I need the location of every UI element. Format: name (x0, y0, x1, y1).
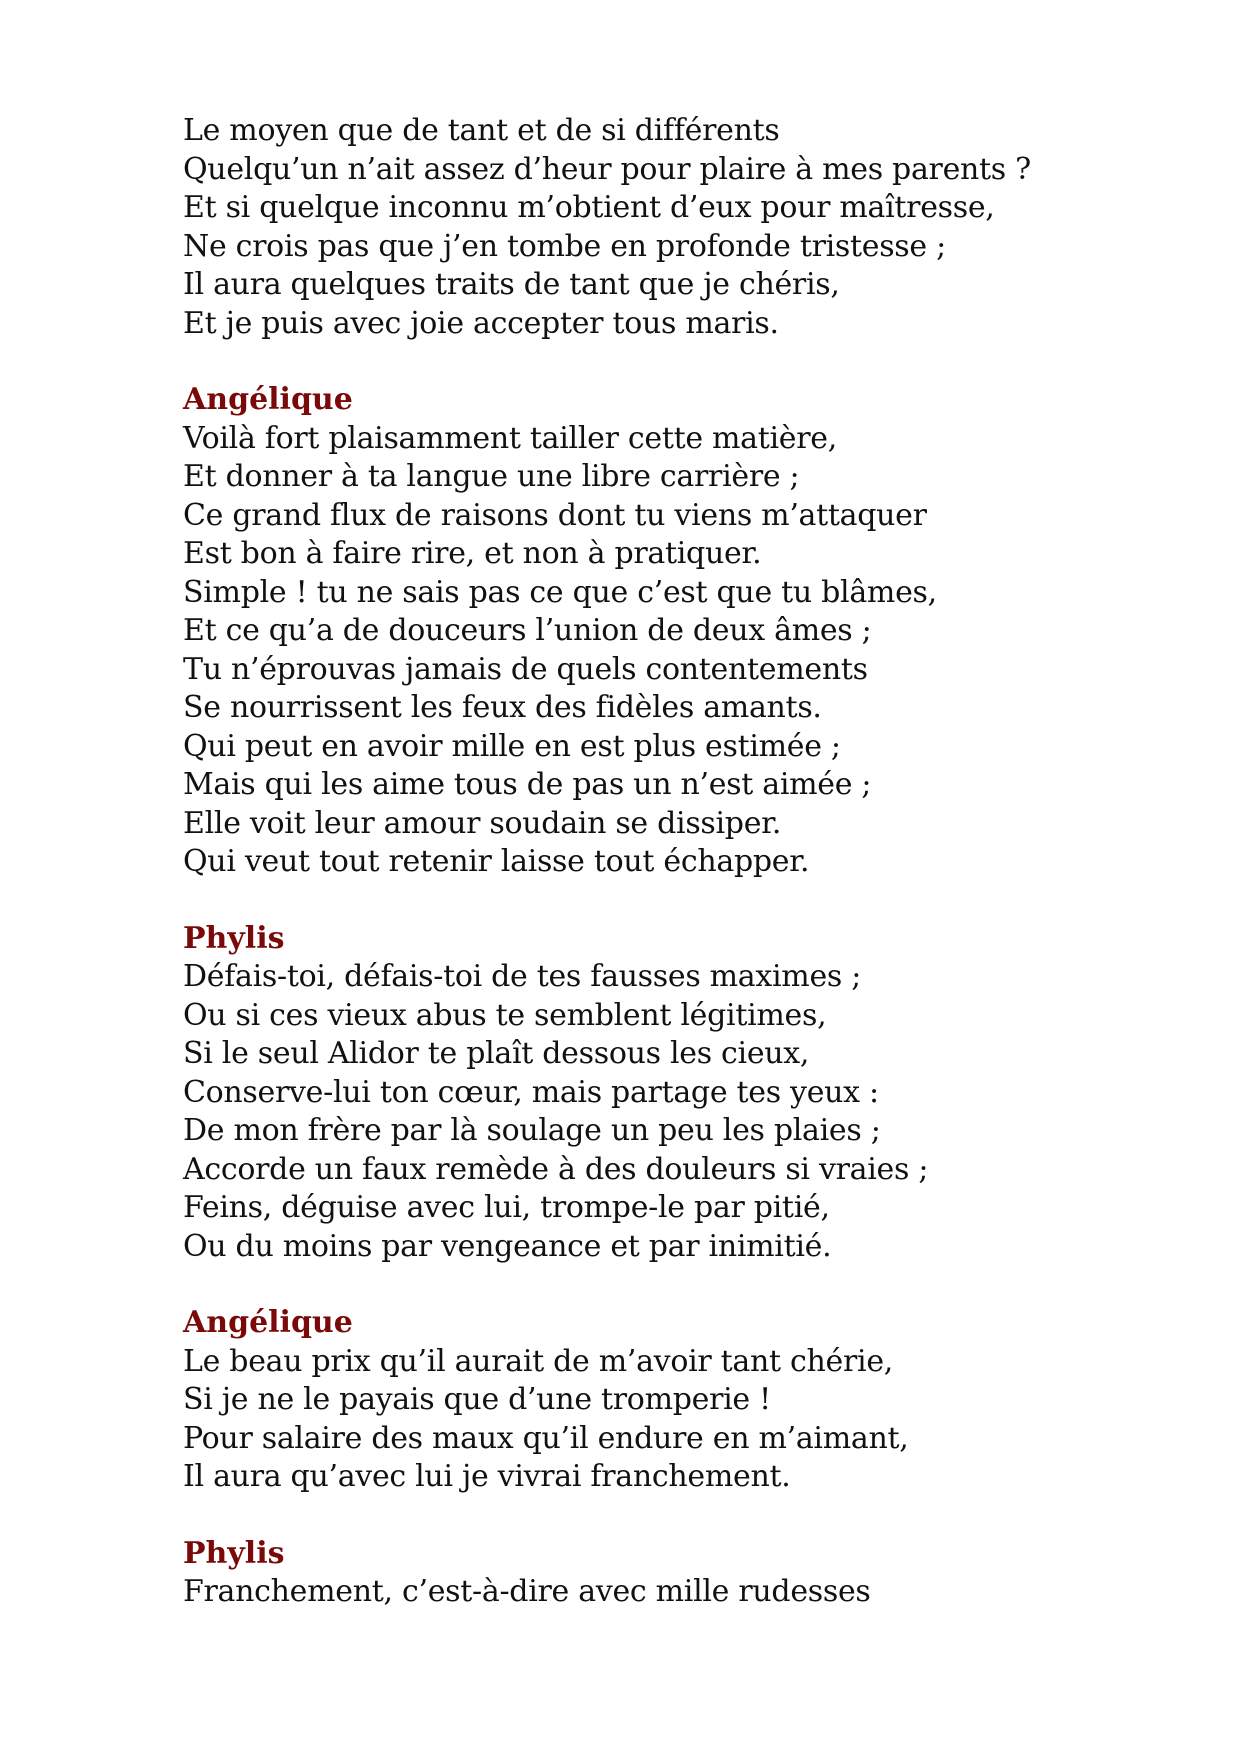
verse-line: Est bon à faire rire, et non à pratiquer. (183, 536, 762, 571)
verse-line: Franchement, c’est-à-dire avec mille rudesses (183, 1574, 871, 1609)
speaker-name: Phylis (183, 1535, 285, 1571)
verse-line: De mon frère par là soulage un peu les plaies ; (183, 1113, 881, 1148)
verse-line: Accorde un faux remède à des douleurs si vraies ; (183, 1151, 929, 1187)
verse-line: Qui peut en avoir mille en est plus estimée ; (183, 728, 841, 764)
verse-line: Tu n’éprouvas jamais de quels contentements (183, 651, 868, 687)
verse-line: Voilà fort plaisamment tailler cette matière, (183, 420, 837, 456)
verse-line: Il aura qu’avec lui je vivrai franchement. (183, 1459, 791, 1494)
verse-line: Simple ! tu ne sais pas ce que c’est que tu blâmes, (183, 574, 937, 610)
verse-line: Et si quelque inconnu m’obtient d’eux pour maîtresse, (183, 190, 995, 225)
verse-line: Mais qui les aime tous de pas un n’est aimée ; (183, 767, 872, 802)
verse-line: Ne crois pas que j’en tombe en profonde tristesse ; (183, 228, 946, 264)
verse-line: Le beau prix qu’il aurait de m’avoir tant chérie, (183, 1343, 894, 1379)
verse-block-0 (183, 112, 1083, 343)
verse-line: Ou du moins par vengeance et par inimitié. (183, 1228, 832, 1264)
verse-block-3 (183, 1304, 1083, 1497)
verse-line: Le moyen que de tant et de si différents (183, 113, 780, 148)
verse-line: Quelqu’un n’ait assez d’heur pour plaire à mes parents ? (183, 151, 1031, 187)
verse-line: Conserve-lui ton cœur, mais partage tes yeux : (183, 1074, 879, 1110)
verse-line: Si le seul Alidor te plaît dessous les cieux, (183, 1036, 810, 1071)
verse-block-4 (183, 1535, 1083, 1612)
speaker-name: Angélique (183, 382, 353, 417)
verse-line: Il aura quelques traits de tant que je chéris, (183, 267, 840, 302)
verse-line: Feins, déguise avec lui, trompe-le par pitié, (183, 1190, 830, 1225)
verse-line: Défais-toi, défais-toi de tes fausses maximes ; (183, 959, 862, 994)
verse-line: Pour salaire des maux qu’il endure en m’aimant, (183, 1420, 909, 1456)
verse-line: Elle voit leur amour soudain se dissiper. (183, 805, 782, 841)
speaker-name: Angélique (183, 1305, 353, 1340)
speaker-name: Phylis (183, 920, 285, 956)
verse-line: Et je puis avec joie accepter tous maris. (183, 305, 779, 341)
verse-line: Ou si ces vieux abus te semblent légitimes, (183, 997, 827, 1033)
verse-line: Si je ne le payais que d’une tromperie ! (183, 1382, 771, 1417)
verse-line: Qui veut tout retenir laisse tout échapper. (183, 844, 810, 879)
document-page (183, 112, 1083, 1612)
verse-block-2 (183, 920, 1083, 1267)
verse-line: Et ce qu’a de douceurs l’union de deux âmes ; (183, 613, 872, 648)
verse-block-1 (183, 381, 1083, 882)
verse-line: Se nourrissent les feux des fidèles amants. (183, 690, 822, 725)
verse-line: Et donner à ta langue une libre carrière ; (183, 459, 800, 494)
verse-line: Ce grand flux de raisons dont tu viens m’attaquer (183, 497, 927, 533)
